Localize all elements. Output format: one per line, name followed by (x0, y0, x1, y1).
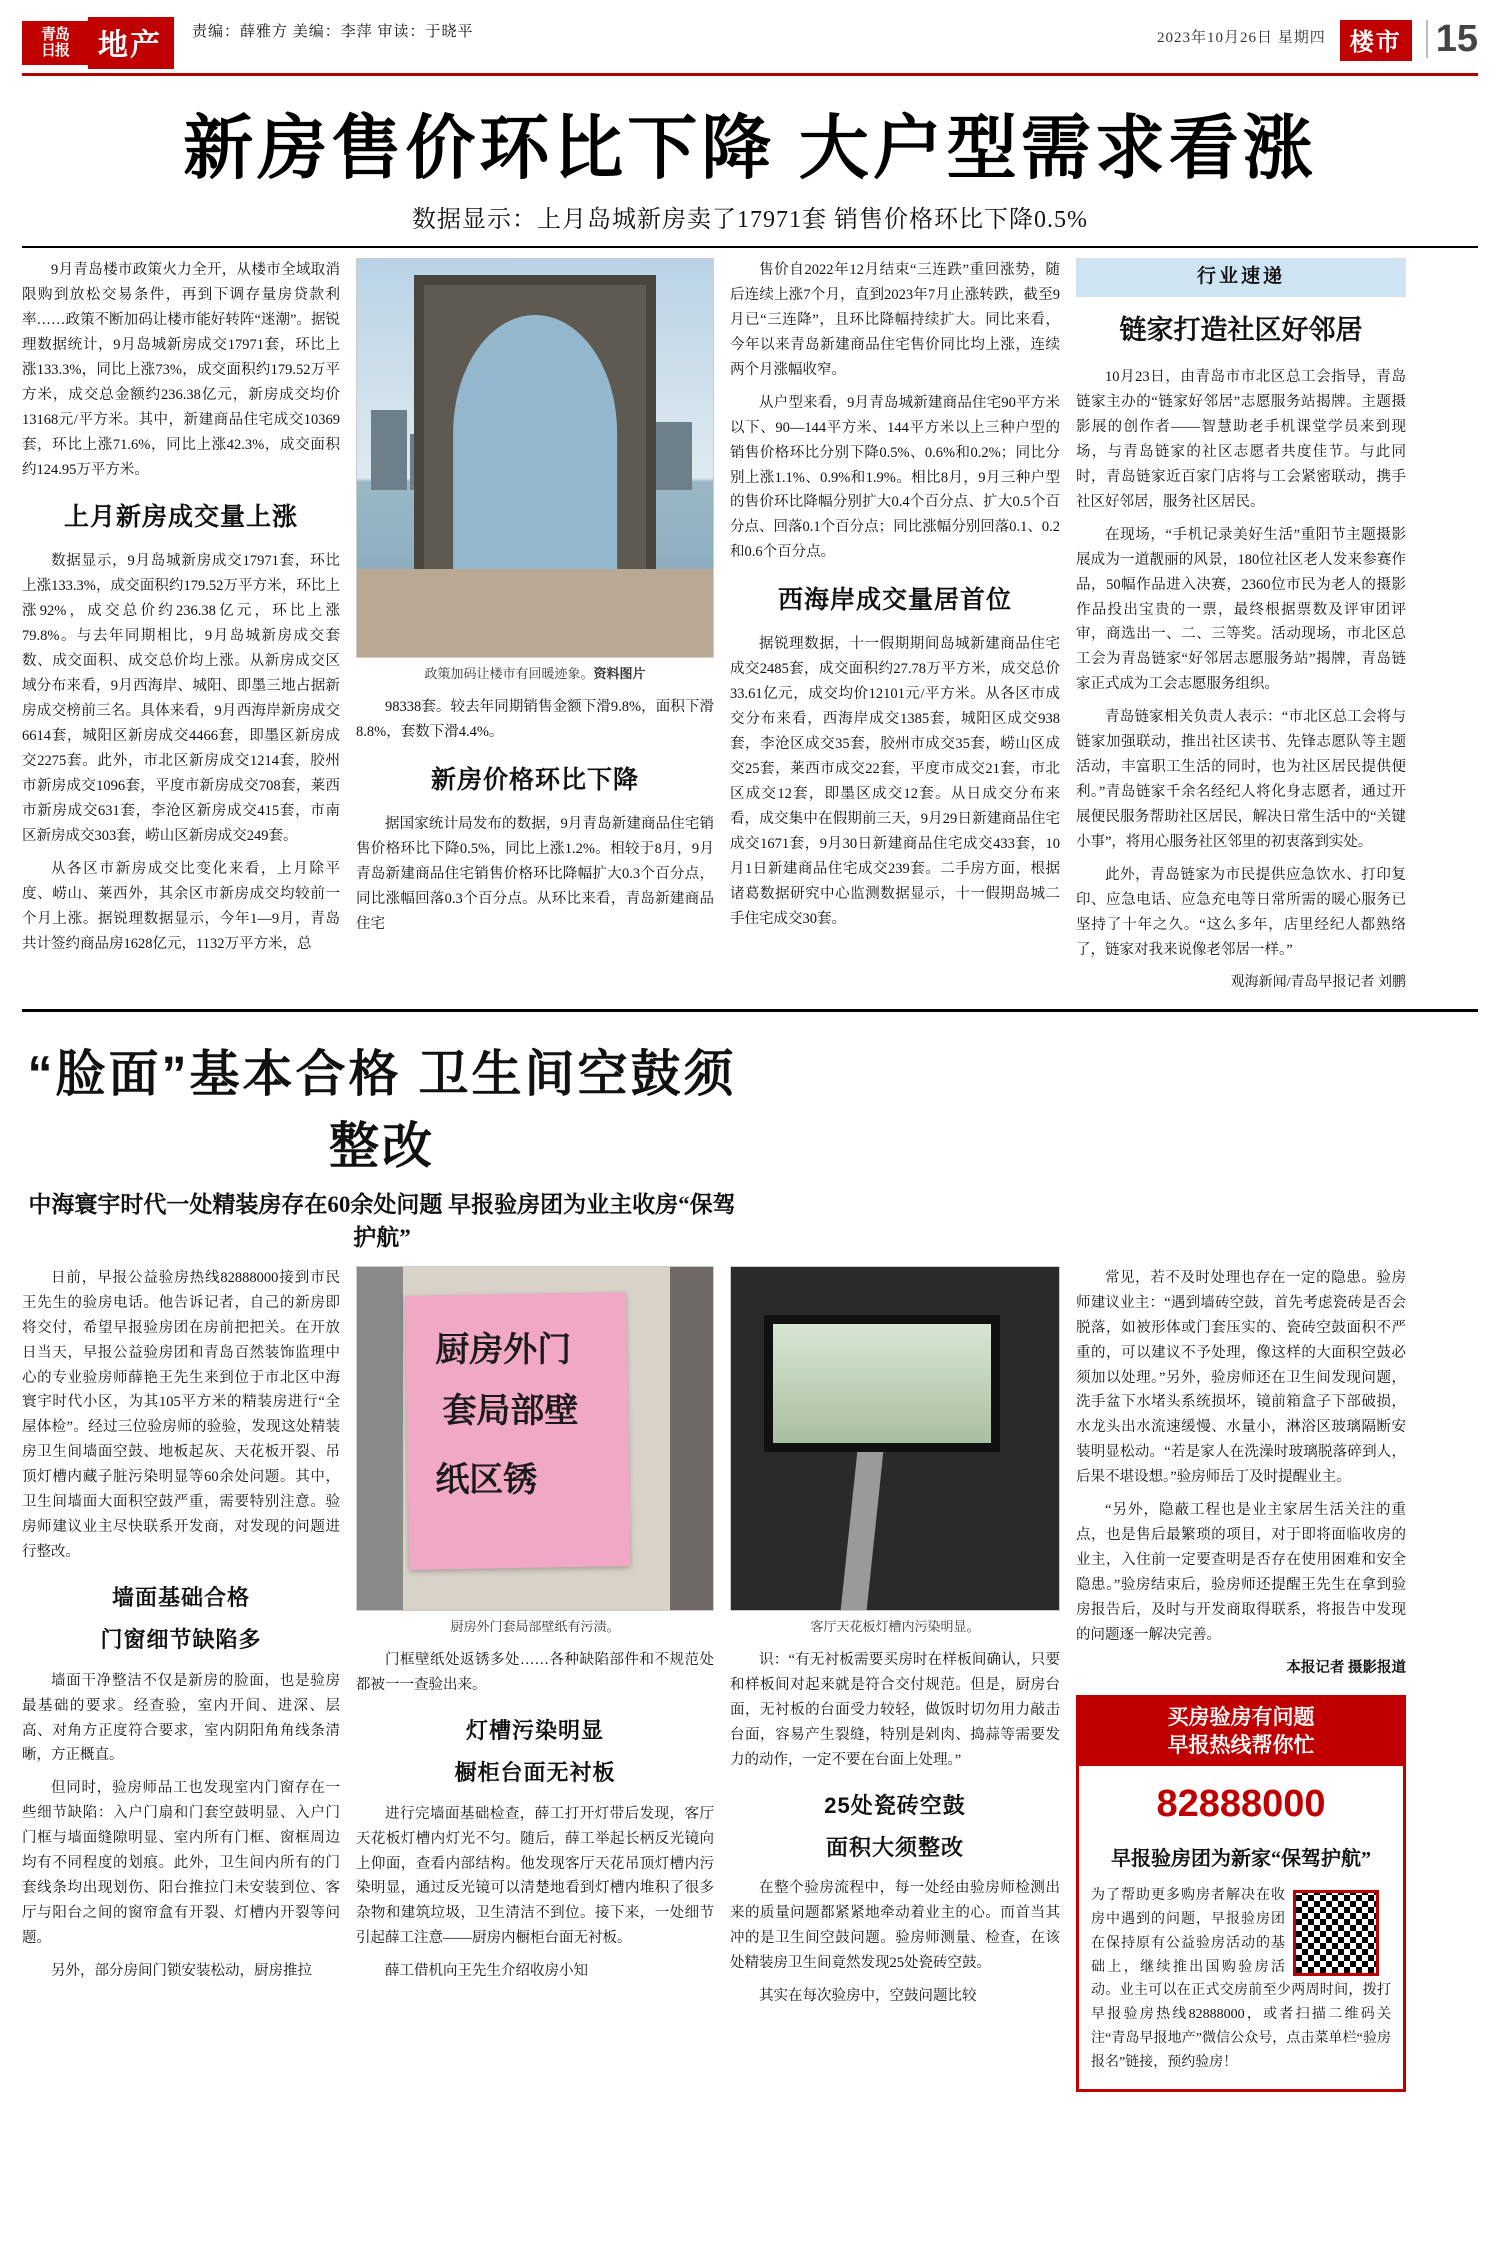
lead-subhead: 数据显示：上月岛城新房卖了17971套 销售价格环比下降0.5% (412, 207, 1088, 233)
lead-column-1 (22, 258, 340, 995)
subheading: 门窗细节缺陷多 (100, 1626, 262, 1652)
lead-column-3 (730, 258, 1060, 995)
feature-column-2 (356, 1266, 714, 2092)
paragraph: 但同时，验房师品工也发现室内门窗存在一些细节缺陷：入户门扇和门套空鼓明显、入户门门框与墙面缝隙明显、室内所有门框、窗框周边均有不同程度的划痕。此外，卫生间内所有的门套线条均出现划伤、阳台推拉门未安装到位、客厅与阳台之间的窗帘盒有开裂、灯槽内开裂等问题。 (22, 1780, 340, 1947)
feature-subhead: 中海寰宇时代一处精装房存在60余处问题 早报验房团为业主收房“保驾护航” (28, 1191, 736, 1250)
article-byline: 本报记者 摄影报道 (1286, 1659, 1406, 1676)
paragraph: 98338套。较去年同期销售金额下滑9.8%，面积下滑8.8%，套数下滑4.4%。 (356, 699, 714, 741)
paragraph: 据锐理数据，十一假期期间岛城新建商品住宅成交2485套，成交面积约27.78万平方米，成交总价33.61亿元，成交均价12101元/平方米。从各区市成交分布来看，西海岸成交1385套，城阳区成交938套，李沧区成交35套，胶州市成交35套，崂山区成交25套，莱西市成交22套，平度市成交21套，市北区成交12套，即墨区成交12套。从日成交分布来看，成交集中在假期前三天，9月29日新建商品住宅成交1671套，9月30日新建商品住宅成交433套，10月1日新建商品住宅成交239套。二手房方面，根据诸葛数据研究中心监测数据显示，十一假期岛城二手住宅成交30套。 (730, 636, 1060, 927)
paragraph: 其实在每次验房中，空鼓问题比较 (759, 1988, 977, 2005)
paragraph: 另外，部分房间门锁安装松动，厨房推拉 (51, 1962, 312, 1979)
subheading: 25处瓷砖空鼓 (824, 1792, 966, 1818)
lead-column-2 (356, 258, 714, 995)
promo-body (1079, 1884, 1403, 2074)
feature-column-3 (730, 1266, 1060, 2092)
promo-heading (1079, 1698, 1403, 1767)
feature-column-1 (22, 1266, 340, 2092)
section-tag: 楼市 (1340, 20, 1412, 61)
divider (22, 1009, 1478, 1012)
feature-headline: “脸面”基本合格 卫生间空鼓须整改 (27, 1045, 737, 1174)
paragraph: 数据显示，9月岛城新房成交17971套，环比上涨133.3%，成交面积约179.52万平方米，环比上涨92%，成交总价约236.38亿元，环比上涨79.8%。与去年同期相比，9月岛城新房成交套数、成交面积、成交总价均上涨。从新房成交区域分布来看，9月西海岸、城阳、即墨三地占据新房成交榜前三名。具体来看，9月西海岸新房成交6614套，城阳区新房成交4466套，即墨区新房成交2275套。此外，市北区新房成交1214套，胶州市新房成交1096套，平度市新房成交708套，莱西市新房成交631套，李沧区新房成交415套，市南区新房成交303套，崂山区新房成交249套。 (22, 553, 340, 844)
lead-headline: 新房售价环比下降 大户型需求看涨 (183, 109, 1317, 187)
paragraph: 墙面干净整洁不仅是新房的脸面，也是验房最基础的要求。经查验，室内开间、进深、层高、对角方正度符合要求，室内阴阳角角线条清晰，方正概直。 (22, 1672, 340, 1764)
publication-logo (22, 16, 174, 69)
paragraph: “另外，隐蔽工程也是业主家居生活关注的重点，也是售后最繁琐的项目，对于即将面临收房的业主，入住前一定要查明是否存在使用困难和安全隐患。”验房结束后，验房师还提醒王先生在拿到验房报告后，及时与开发商取得联系，将报告中发现的问题逐一解决完善。 (1076, 1502, 1406, 1643)
paragraph: 9月青岛楼市政策火力全开，从楼市全域取消限购到放松交易条件，再到下调存量房贷款利率……政策不断加码让楼市能好转阵“迷潮”。据锐理数据统计，9月岛城新房成交17971套，环比上涨133.3%，同比上涨73%，成交面积约179.52万平方米，成交总金额约236.38亿元，新房成交均价13168元/平方米。其中，新建商品住宅成交10369套，环比上涨71.6%，同比上涨42.3%，成交面积约124.95万平方米。 (22, 262, 340, 478)
paragraph: 识：“有无衬板需要买房时在样板间确认，只要和样板间对起来就是符合交付规范。但是，厨房台面，无衬板的台面受力较轻，做饭时切勿用力敲击台面，容易产生裂缝，特别是剁肉、捣蒜等需要发力的动作，一定不要在台面上处理。” (730, 1652, 1060, 1768)
paragraph: 薛工借机向王先生介绍收房小知 (385, 1963, 588, 1980)
paragraph: 10月23日，由青岛市市北区总工会指导，青岛链家主办的“链家好邻居”志愿服务站揭牌。主题摄影展的创作者——智慧助老手机课堂学员来到现场，与青岛链家的社区志愿者共度佳节。与此同时，青岛链家近百家门店将与工会紧密联动，携手社区好邻居，服务社区居民。 (1076, 369, 1406, 510)
section-logo-word: 地产 (88, 17, 174, 69)
promo-subtitle: 早报验房团为新家“保驾护航” (1111, 1847, 1371, 1870)
photo-caption (356, 663, 714, 685)
subheading: 西海岸成交量居首位 (777, 586, 1012, 615)
paragraph: 此外，青岛链家为市民提供应急饮水、打印复印、应急电话、应急充电等日常所需的暖心服务已坚持了十年之久。“这么多年，店里经纪人都熟络了，链家对我来说像老邻居一样。” (1076, 866, 1406, 958)
paragraph: 在整个验房流程中，每一处经由验房师检测出来的质量问题都紧紧地牵动着业主的心。而首当其冲的是卫生间空鼓问题。验房师测量、检查，在该处精装房卫生间竟然发现25处瓷砖空鼓。 (730, 1880, 1060, 1972)
logo-mark: 青岛 日报 (22, 21, 88, 65)
divider (22, 246, 1478, 248)
paragraph: 售价自2022年12月结束“三连跌”重回涨势，随后连续上涨7个月，直到2023年7月止涨转跌，截至9月已“三连降”，且环比降幅持续扩大。同比来看，今年以来青岛新建商品住宅售价同比均上涨，连续两个月涨幅收窄。 (730, 262, 1060, 378)
paragraph: 青岛链家相关负责人表示：“市北区总工会将与链家加强联动，推出社区读书、先锋志愿队等主题活动，丰富职工生活的同时，也为社区居民提供便利。”青岛链家千余名经纪人将化身志愿者，通过开展便民服务帮助社区居民，解决日常生活中的“关键小事”，将用心服务社区邻里的初衷落到实处。 (1076, 709, 1406, 850)
paragraph: 在现场，“手机记录美好生活”重阳节主题摄影展成为一道靓丽的风景，180位社区老人发来参赛作品，50幅作品进入决赛，2360位市民为老人的摄影作品投出宝贵的一票，最终根据票数及评审团评审，商选出一、二、三等奖。活动现场，市北区总工会为青岛链家“好邻居志愿服务站”揭牌，青岛链家正式成为工会志愿服务组织。 (1076, 526, 1406, 693)
paragraph: 日前，早报公益验房热线82888000接到市民王先生的验房电话。他告诉记者，自己的新房即将交付，希望早报验房团在房前把把关。在开放日当天，早报公益验房团和青岛百然装饰监理中心的专业验房师薛艳王先生来到位于市北区中海寰宇时代小区，为其105平方米的精装房进行“全屋体检”。经过三位验房师的验验，发现这处精装房卫生间墙面空鼓、地板起灰、天花板开裂、吊顶灯槽内藏子脏污染明显等60余处问题。其中，卫生间墙面大面积空鼓严重，需要特别注意。验房师建议业主尽快联系开发商，对发现的问题进行整改。 (22, 1269, 340, 1561)
hotline-promo-box (1076, 1695, 1406, 2092)
subheading: 上月新房成交量上涨 (63, 503, 298, 532)
photo-credit: 资料图片 (593, 666, 646, 681)
subheading: 橱柜台面无衬板 (454, 1759, 616, 1785)
hotline-number[interactable]: 82888000 (1156, 1783, 1326, 1826)
promo-heading-line1: 买房验房有问题 (1167, 1705, 1315, 1729)
promo-heading-line2: 早报热线帮你忙 (1167, 1734, 1315, 1758)
editor-credits: 责编：薛雅方 美编：李萍 审读：于晓平 (192, 24, 474, 40)
sidebar-byline: 观海新闻/青岛早报记者 刘鹏 (1230, 974, 1406, 990)
feature-photo-ceiling (730, 1266, 1060, 1611)
paragraph: 进行完墙面基础检查，薛工打开灯带后发现，客厅天花板灯槽内灯光不匀。随后，薛工举起长柄反光镜向上仰面，查看内部结构。他发现客厅天花吊顶灯槽内污染明显，通过反光镜可以清楚地看到灯槽内堆积了很多杂物和建筑垃圾，卫生清洁不到位。接下来，一处细节引起薛工注意——厨房内橱柜台面无衬板。 (356, 1805, 714, 1947)
subheading: 墙面基础合格 (111, 1585, 250, 1610)
subheading: 灯槽污染明显 (465, 1717, 604, 1743)
feature-article (22, 1030, 1478, 2092)
photo-caption: 厨房外门套局部壁纸有污渍。 (450, 1618, 620, 1634)
paragraph: 从户型来看，9月青岛城新建商品住宅90平方米以下、90—144平方米、144平方米以上三种户型的销售价格环比分别下降0.5%、0.6%和0.2%；同比分别上涨1.1%、0.9%和1.9%。相比8月，9月三种户型的售价环比降幅分别扩大0.4个百分点、扩大0.5个百分点、回落0.1个百分点；同比涨幅分别回落0.1、0.2和0.6个百分点。 (730, 394, 1060, 561)
promo-body-text: 为了帮助更多购房者解决在收房中遇到的问题，早报验房团在保持原有公益验房活动的基础上，继续推出国购验房活动。业主可以在正式交房前至少两周时间，拨打早报验房热线82888000，或者扫描二维码关注“青岛早报地产”微信公众号，点击菜单栏“验房报名”链接，预约验房！ (1091, 1888, 1391, 2070)
lead-photo (356, 258, 714, 658)
feature-column-4 (1076, 1266, 1406, 2092)
feature-columns (22, 1266, 1478, 2092)
issue-date: 2023年10月26日 星期四 (1156, 30, 1326, 46)
paragraph: 从各区市新房成交比变化来看，上月除平度、崂山、莱西外，其余区市新房成交均较前一个月上涨。据锐理数据显示，今年1—9月，青岛共计签约商品房1628亿元，1132万平方米，总 (22, 860, 340, 952)
paragraph: 常见，若不及时处理也存在一定的隐患。验房师建议业主：“遇到墙砖空鼓，首先考虑瓷砖是否会脱落，如被形体或门套压实的、瓷砖空鼓面积不严重的，可以建议不予处理，像这样的大面积空鼓必须加以处理。”另外，验房师还在卫生间发现问题，洗手盆下水堵头系统损坏，镜前箱盒子下部破损，水龙头出水流速缓慢、水量小，淋浴区玻璃隔断安装明显松动。“若是家人在洗澡时玻璃脱落碎到人，后果不堪设想。”验房师岳丁及时提醒业主。 (1076, 1269, 1406, 1486)
sidebar-title: 链家打造社区好邻居 (1119, 314, 1363, 345)
masthead (22, 16, 1478, 76)
sidebar-tag: 行业速递 (1076, 258, 1406, 297)
feature-photo-kitchen: 厨房外门 套局部壁 纸区锈 (356, 1266, 714, 1611)
qr-code-icon[interactable] (1293, 1890, 1379, 1976)
feature-head-row (22, 1030, 1478, 1266)
photo-caption-text: 政策加码让楼市有回暖迹象。 (424, 666, 594, 681)
subheading: 面积大须整改 (825, 1834, 964, 1860)
paragraph: 门框壁纸处返锈多处……各种缺陷部件和不规范处都被一一查验出来。 (356, 1652, 714, 1694)
industry-sidebar (1076, 258, 1406, 995)
photo-caption: 客厅天花板灯槽内污染明显。 (810, 1618, 980, 1634)
lead-columns (22, 258, 1478, 995)
page-number: 15 (1426, 20, 1478, 58)
subheading: 新房价格环比下降 (430, 766, 639, 795)
masthead-right (1157, 16, 1478, 69)
paragraph: 据国家统计局发布的数据，9月青岛新建商品住宅销售价格环比下降0.5%，同比上涨1.2%。相较于8月，9月青岛新建商品住宅销售价格环比降幅扩大0.3个百分点，同比涨幅回落0.3个百分点。从环比来看，青岛新建商品住宅 (356, 816, 714, 932)
